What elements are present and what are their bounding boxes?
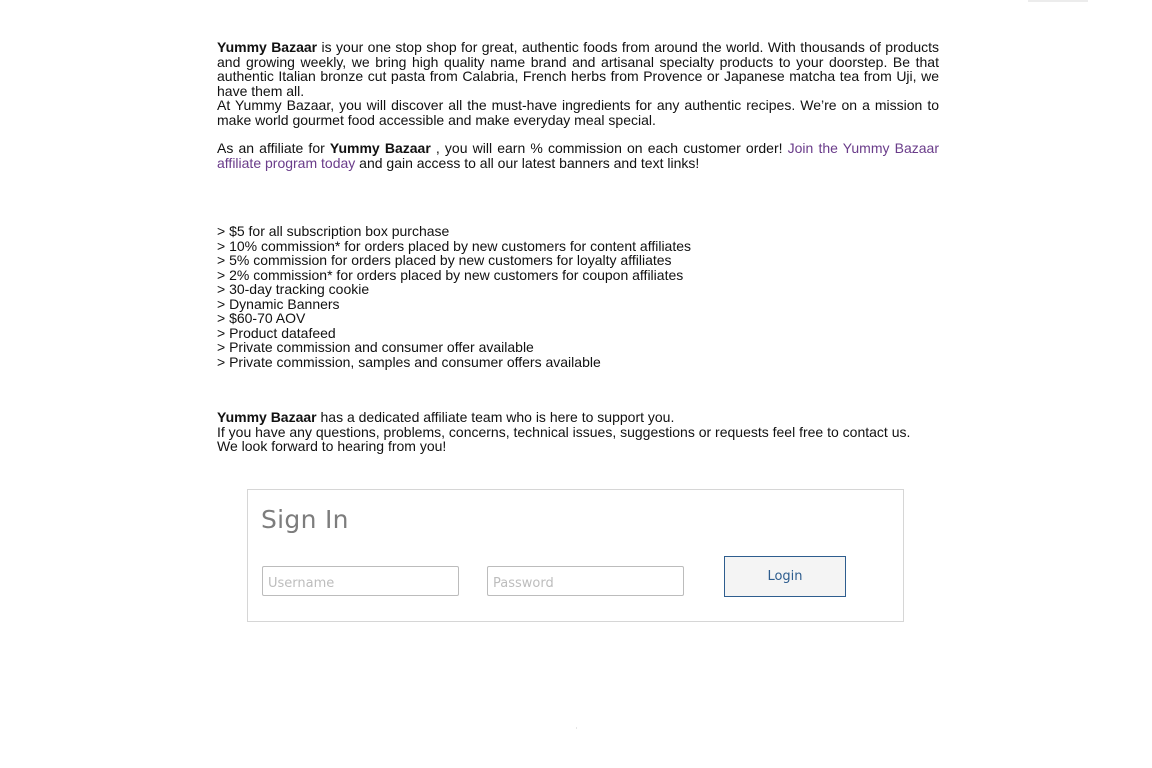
- feature-item: > 2% commission* for orders placed by new customers for coupon affiliates: [217, 266, 684, 283]
- join-affiliate-link[interactable]: Join the Yummy Bazaar affiliate program today: [217, 140, 939, 171]
- top-edge-mark: [1028, 0, 1088, 2]
- feature-item: > Private commission and consumer offer available: [217, 339, 534, 355]
- features-list: [217, 224, 939, 369]
- footer-mark: [576, 727, 577, 729]
- support-paragraph: [217, 410, 939, 454]
- signin-title: Sign In: [261, 505, 349, 534]
- intro-paragraph: [217, 40, 939, 127]
- signin-panel: [247, 489, 904, 622]
- feature-item: > 5% commission for orders placed by new customers for loyalty affiliates: [217, 252, 672, 268]
- brand-name: Yummy Bazaar: [217, 409, 317, 425]
- intro-text: is your one stop shop for great, authentic foods from around the world. With thousands of products and growing weekly, we bring high quality name brand and artisanal specialty products to your doorstep. Be that authentic Italian bronze cut pasta from Calabria, French herbs from Provence or Japanese matcha tea from Uji, we have them all.: [217, 39, 940, 99]
- support-text-3: We look forward to hearing from you!: [217, 438, 447, 454]
- feature-item: > $5 for all subscription box purchase: [217, 223, 450, 239]
- feature-item: > Product datafeed: [217, 324, 336, 341]
- feature-item: > Private commission, samples and consumer offers available: [217, 353, 601, 370]
- feature-item: > Dynamic Banners: [217, 295, 340, 312]
- affiliate-middle: , you will earn % commission on each customer order!: [430, 140, 788, 156]
- login-button[interactable]: Login: [724, 556, 846, 597]
- support-text-2: If you have any questions, problems, concerns, technical issues, suggestions or requests feel free to contact us.: [217, 423, 911, 440]
- brand-name: Yummy Bazaar: [329, 140, 431, 156]
- support-text: has a dedicated affiliate team who is here to support you.: [316, 409, 675, 425]
- main-content: [217, 40, 939, 454]
- password-input[interactable]: [487, 566, 684, 596]
- affiliate-prefix: As an affiliate for: [217, 140, 330, 156]
- feature-item: > 30-day tracking cookie: [217, 281, 370, 297]
- intro-text-2: At Yummy Bazaar, you will discover all the must-have ingredients for any authentic recipes. We’re on a mission to make world gourmet food accessible and make everyday meal special.: [217, 97, 939, 128]
- username-input[interactable]: [262, 566, 459, 596]
- affiliate-suffix: and gain access to all our latest banners and text links!: [355, 154, 700, 171]
- affiliate-paragraph: [217, 141, 939, 170]
- brand-name: Yummy Bazaar: [217, 39, 318, 55]
- feature-item: > 10% commission* for orders placed by new customers for content affiliates: [217, 237, 692, 254]
- feature-item: > $60-70 AOV: [217, 310, 306, 326]
